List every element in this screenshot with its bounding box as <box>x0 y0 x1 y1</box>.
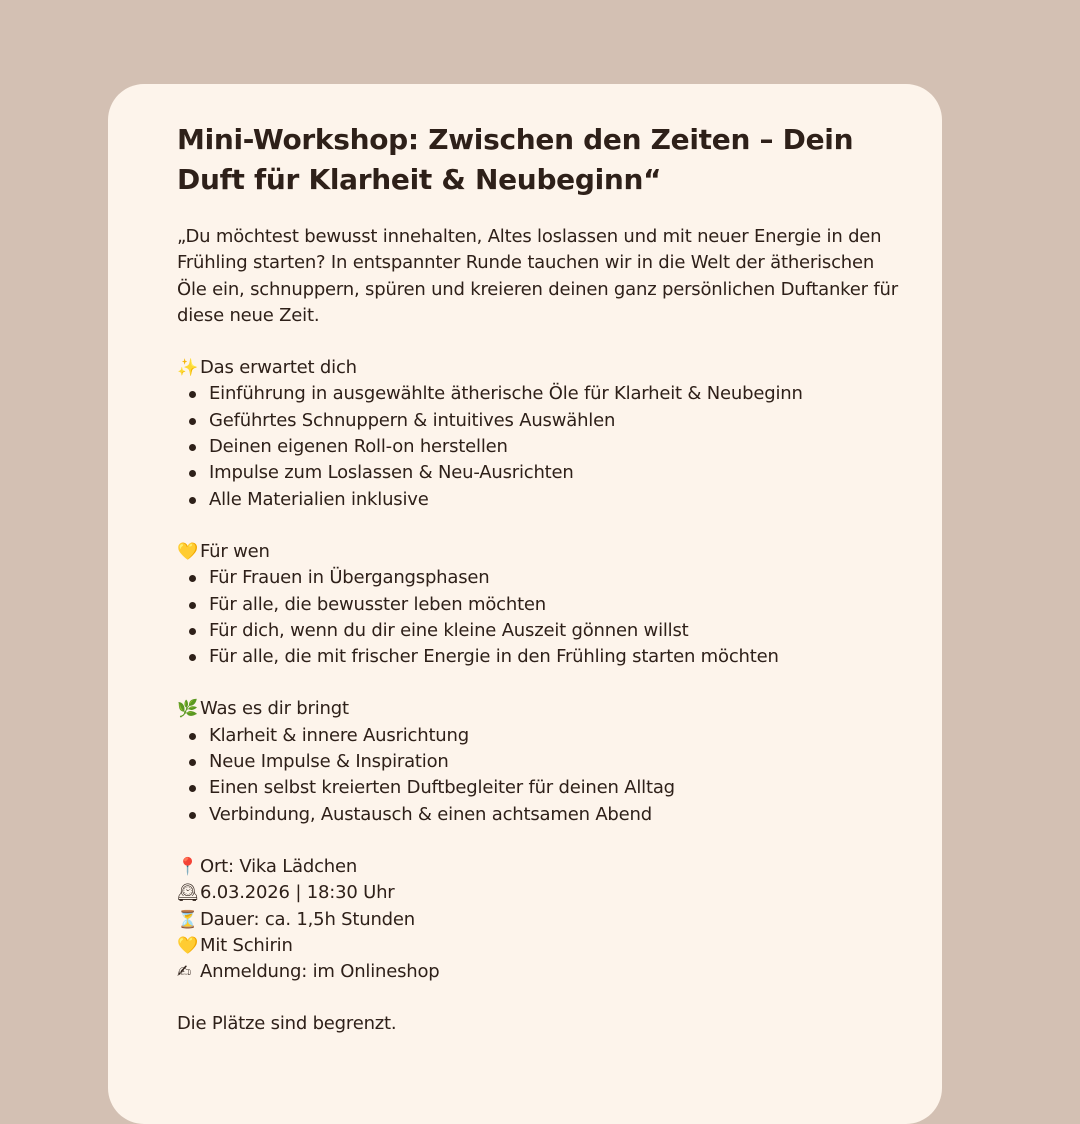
location-text: Ort: Vika Lädchen <box>200 855 358 877</box>
list-item: Deinen eigenen Roll-on herstellen <box>209 434 902 460</box>
bullet-list <box>177 565 902 670</box>
list-item: Für Frauen in Übergangsphasen <box>209 565 902 591</box>
sparkles-icon: ✨ <box>177 358 198 379</box>
host-line <box>177 933 902 959</box>
list-item: Für alle, die bewusster leben möchten <box>209 592 902 618</box>
clock-icon: 🕰 <box>177 883 199 904</box>
section-title-label: Für wen <box>200 540 270 562</box>
section-title <box>177 696 902 722</box>
list-item: Geführtes Schnuppern & intuitives Auswählen <box>209 408 902 434</box>
hourglass-icon: ⏳ <box>177 909 198 930</box>
bullet-list <box>177 723 902 828</box>
list-item: Einführung in ausgewählte ätherische Öle für Klarheit & Neubeginn <box>209 381 902 407</box>
yellow-heart-icon: 💛 <box>177 541 198 562</box>
list-item: Für alle, die mit frischer Energie in den Frühling starten möchten <box>209 644 902 670</box>
list-item: Klarheit & innere Ausrichtung <box>209 723 902 749</box>
date-line <box>177 880 902 906</box>
registration-line <box>177 959 902 985</box>
registration-text: Anmeldung: im Onlineshop <box>200 961 440 983</box>
page-title: Mini-Workshop: Zwischen den Zeiten – Dein Duft für Klarheit & Neubeginn“ <box>177 123 854 196</box>
list-item: Für dich, wenn du dir eine kleine Auszeit gönnen willst <box>209 618 902 644</box>
yellow-heart-icon: 💛 <box>177 935 198 956</box>
intro-text: „Du möchtest bewusst innehalten, Altes loslassen und mit neuer Energie in den Frühling starten? In entspannter Runde tauchen wir in die Welt der ätherischen Öle ein, schnuppern, spüren und kreieren deinen ganz persönlichen Duftanker für diese neue Zeit. <box>177 226 898 326</box>
duration-text: Dauer: ca. 1,5h Stunden <box>200 908 415 930</box>
list-item: Neue Impulse & Inspiration <box>209 749 902 775</box>
location-line <box>177 854 902 880</box>
list-item: Verbindung, Austausch & einen achtsamen Abend <box>209 802 902 828</box>
duration-line <box>177 907 902 933</box>
section-audience <box>177 539 902 670</box>
section-title-label: Das erwartet dich <box>200 357 357 379</box>
pin-icon: 📍 <box>177 856 198 877</box>
date-text: 6.03.2026 | 18:30 Uhr <box>200 882 395 904</box>
bullet-list <box>177 381 902 512</box>
section-title <box>177 355 902 381</box>
herb-icon: 🌿 <box>177 699 198 720</box>
section-title <box>177 539 902 565</box>
list-item: Alle Materialien inklusive <box>209 487 902 513</box>
writing-hand-icon: ✍ <box>177 962 192 983</box>
details-block <box>177 854 902 985</box>
list-item: Einen selbst kreierten Duftbegleiter für deinen Alltag <box>209 775 902 801</box>
host-text: Mit Schirin <box>200 934 293 956</box>
workshop-card <box>108 84 942 1124</box>
section-benefits <box>177 696 902 827</box>
limited-seats-note: Die Plätze sind begrenzt. <box>177 1013 397 1035</box>
list-item: Impulse zum Loslassen & Neu-Ausrichten <box>209 460 902 486</box>
section-title-label: Was es dir bringt <box>200 698 349 720</box>
section-expectations <box>177 355 902 513</box>
